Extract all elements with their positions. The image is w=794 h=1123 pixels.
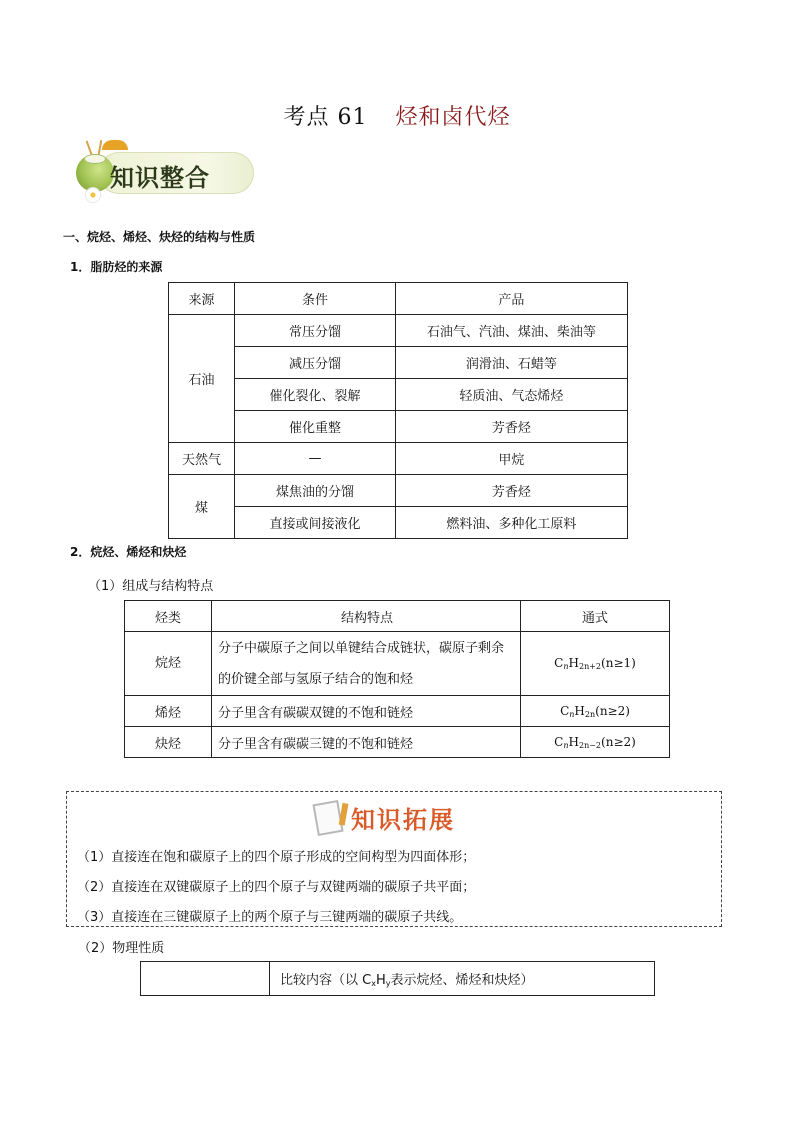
header-cell: 通式 (521, 601, 670, 632)
extension-line: （3）直接连在三键碳原子上的两个原子与三键两端的碳原子共线。 (77, 910, 463, 925)
product-cell: 轻质油、气态烯烃 (395, 379, 627, 411)
extension-line: （1）直接连在饱和碳原子上的四个原子形成的空间构型为四面体形； (77, 850, 476, 865)
desc-cell: 分子中碳原子之间以单键结合成链状，碳原子剩余的价键全部与氢原子结合的饱和烃 (212, 632, 521, 696)
condition-cell: 减压分馏 (235, 347, 396, 379)
hydrocarbon-source-table (168, 282, 628, 539)
blank-header-cell (141, 962, 270, 996)
header-cell: 来源 (169, 283, 235, 315)
header-part: H (375, 973, 386, 988)
condition-cell: 催化裂化、裂解 (235, 379, 396, 411)
product-cell: 石油气、汽油、煤油、柴油等 (395, 315, 627, 347)
structure-table (124, 600, 670, 758)
formula-part: C (554, 734, 564, 749)
product-cell: 芳香烃 (395, 475, 627, 507)
formula-cell (521, 696, 670, 727)
formula-part: (n≥2) (595, 703, 630, 718)
desc-cell: 分子里含有碳碳三键的不饱和链烃 (212, 727, 521, 758)
header-cell: 产品 (395, 283, 627, 315)
condition-cell: — (235, 443, 396, 475)
formula-cell (521, 632, 670, 696)
table-row (125, 727, 670, 758)
table-row (169, 475, 628, 507)
type-cell: 炔烃 (125, 727, 212, 758)
source-cell: 石油 (169, 315, 235, 443)
header-cell: 结构特点 (212, 601, 521, 632)
header-cell: 条件 (235, 283, 396, 315)
title-prefix: 考点 61 (283, 105, 368, 130)
formula-part: n (569, 709, 575, 719)
table-header-row (141, 962, 655, 996)
section-heading: 一、烷烃、烯烃、炔烃的结构与性质 (63, 230, 256, 244)
condition-cell: 直接或间接液化 (235, 507, 396, 539)
product-cell: 燃料油、多种化工原料 (395, 507, 627, 539)
header-part: y (385, 979, 391, 988)
table-row (125, 632, 670, 696)
banner-text: 知识整合 (110, 164, 210, 192)
table-header-row (169, 283, 628, 315)
header-cell (270, 962, 655, 996)
table-row (169, 443, 628, 475)
formula-part: 2n+2 (578, 662, 602, 671)
header-part: 比较内容（以 C (280, 973, 372, 988)
formula-part: H (568, 734, 579, 749)
type-cell: 烯烃 (125, 696, 212, 727)
formula-part: n (563, 740, 569, 750)
knowledge-extension-box (66, 791, 722, 927)
formula-part: C (560, 703, 570, 718)
flower-icon (86, 188, 100, 202)
coconut-top (84, 154, 106, 164)
table-row (169, 347, 628, 379)
physical-properties-table (140, 961, 655, 996)
subsubsection-heading: （1）组成与结构特点 (88, 579, 214, 594)
title-name: 烃和卤代烃 (395, 105, 511, 130)
subsection-heading-1: 1．脂肪烃的来源 (70, 260, 163, 274)
formula-cell (521, 727, 670, 758)
extension-title: 知识拓展 (351, 806, 455, 834)
condition-cell: 常压分馏 (235, 315, 396, 347)
table-row (169, 411, 628, 443)
product-cell: 润滑油、石蜡等 (395, 347, 627, 379)
formula-part: C (554, 656, 564, 670)
table-row (169, 379, 628, 411)
header-cell: 烃类 (125, 601, 212, 632)
table-row (125, 696, 670, 727)
source-cell: 天然气 (169, 443, 235, 475)
notepad-icon (312, 800, 343, 836)
product-cell: 甲烷 (395, 443, 627, 475)
formula-part: (n≥2) (601, 734, 636, 749)
section-banner (76, 140, 256, 210)
header-part: x (371, 979, 376, 988)
page-title (0, 100, 794, 131)
umbrella-icon (102, 140, 128, 150)
formula-part: (n≥1) (601, 656, 636, 670)
type-cell: 烷烃 (125, 632, 212, 696)
table-row (169, 507, 628, 539)
subsubsection-heading: （2）物理性质 (78, 941, 165, 956)
product-cell: 芳香烃 (395, 411, 627, 443)
formula-part: H (574, 703, 585, 718)
source-cell: 煤 (169, 475, 235, 539)
formula-part: 2n (584, 709, 596, 719)
extension-line: （2）直接连在双键碳原子上的四个原子与双键两端的碳原子共平面； (77, 880, 476, 895)
formula-part: n (563, 662, 569, 671)
header-part: 表示烷烃、烯烃和炔烃） (390, 973, 534, 988)
formula-part: 2n−2 (578, 740, 602, 750)
formula-part: H (568, 656, 579, 670)
table-row (169, 315, 628, 347)
condition-cell: 煤焦油的分馏 (235, 475, 396, 507)
desc-cell: 分子里含有碳碳双键的不饱和链烃 (212, 696, 521, 727)
table-header-row (125, 601, 670, 632)
subsection-heading-2: 2．烷烃、烯烃和炔烃 (70, 545, 187, 559)
condition-cell: 催化重整 (235, 411, 396, 443)
